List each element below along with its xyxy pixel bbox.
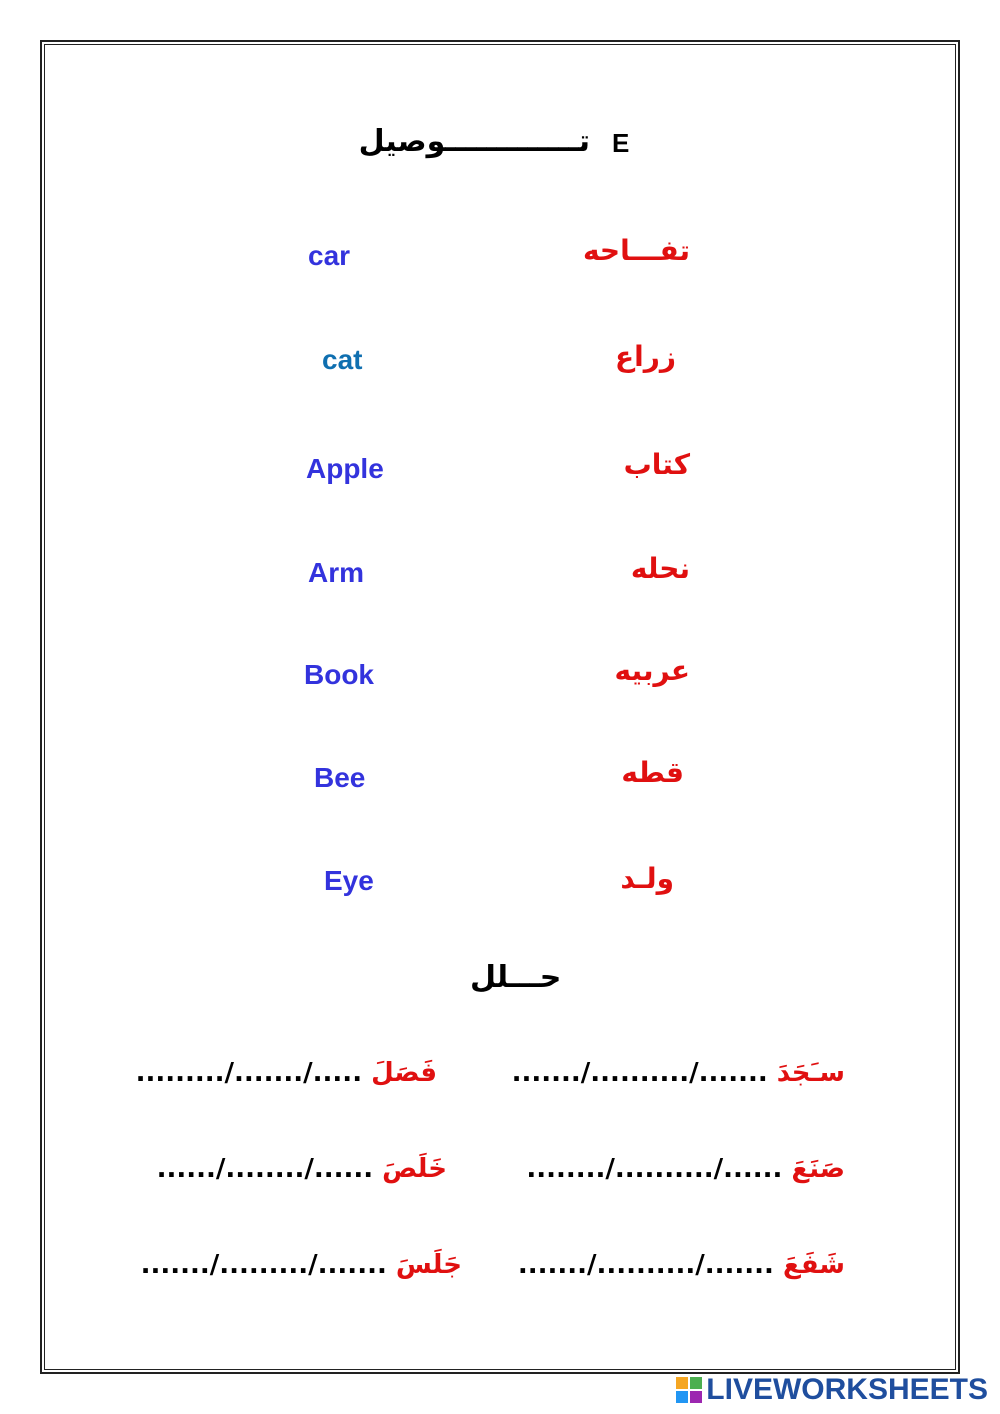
solve-row-right-3 xyxy=(518,1250,845,1280)
solve-row-left-1 xyxy=(136,1058,437,1088)
solve-word: فَصَلَ xyxy=(371,1058,437,1088)
solve-row-right-1 xyxy=(512,1058,845,1088)
solve-blanks[interactable]: ......./........./....... xyxy=(140,1250,387,1280)
solve-blanks[interactable]: ......./........../....... xyxy=(517,1250,774,1280)
english-word-book[interactable]: Book xyxy=(304,659,374,690)
title-arabic: تـــــــــــــوصيل xyxy=(358,124,590,159)
english-word-bee[interactable]: Bee xyxy=(314,762,366,793)
arabic-word-arm[interactable]: زراع xyxy=(615,340,676,373)
arabic-word-bee[interactable]: نحله xyxy=(630,552,690,585)
arabic-word-cat[interactable]: قطه xyxy=(621,756,684,789)
arabic-word-book[interactable]: كتاب xyxy=(623,448,690,481)
liveworksheets-logo-text: LIVEWORKSHEETS xyxy=(706,1373,988,1406)
solve-row-right-2 xyxy=(526,1154,845,1184)
solve-word: شَفَعَ xyxy=(782,1250,845,1280)
liveworksheets-logo-icon xyxy=(676,1377,702,1403)
english-word-apple[interactable]: Apple xyxy=(306,453,384,484)
arabic-word-car[interactable]: عربيه xyxy=(614,654,690,687)
solve-blanks[interactable]: ....../......../...... xyxy=(156,1154,374,1184)
solve-word: خَلَصَ xyxy=(382,1154,447,1184)
solve-row-left-3 xyxy=(141,1250,462,1280)
english-word-car[interactable]: car xyxy=(308,240,351,271)
arabic-word-apple[interactable]: تفـــاحه xyxy=(582,234,690,267)
solve-word: صَنَعَ xyxy=(791,1154,845,1184)
solve-blanks[interactable]: ...../......./......... xyxy=(135,1058,363,1088)
solve-title: حـــلل xyxy=(470,960,562,995)
english-word-arm[interactable]: Arm xyxy=(308,557,365,588)
solve-row-left-2 xyxy=(157,1154,447,1184)
solve-word: سـَجَدَ xyxy=(776,1058,845,1088)
english-word-eye[interactable]: Eye xyxy=(324,865,374,896)
english-word-cat[interactable]: cat xyxy=(322,344,363,375)
solve-blanks[interactable]: ....../........../........ xyxy=(526,1154,783,1184)
arabic-word-boy[interactable]: ولـد xyxy=(620,862,674,895)
solve-word: جَلَسَ xyxy=(395,1250,462,1280)
solve-blanks[interactable]: ......./........../....... xyxy=(511,1058,768,1088)
title-letter: E xyxy=(612,128,630,158)
liveworksheets-logo[interactable] xyxy=(676,1372,988,1408)
